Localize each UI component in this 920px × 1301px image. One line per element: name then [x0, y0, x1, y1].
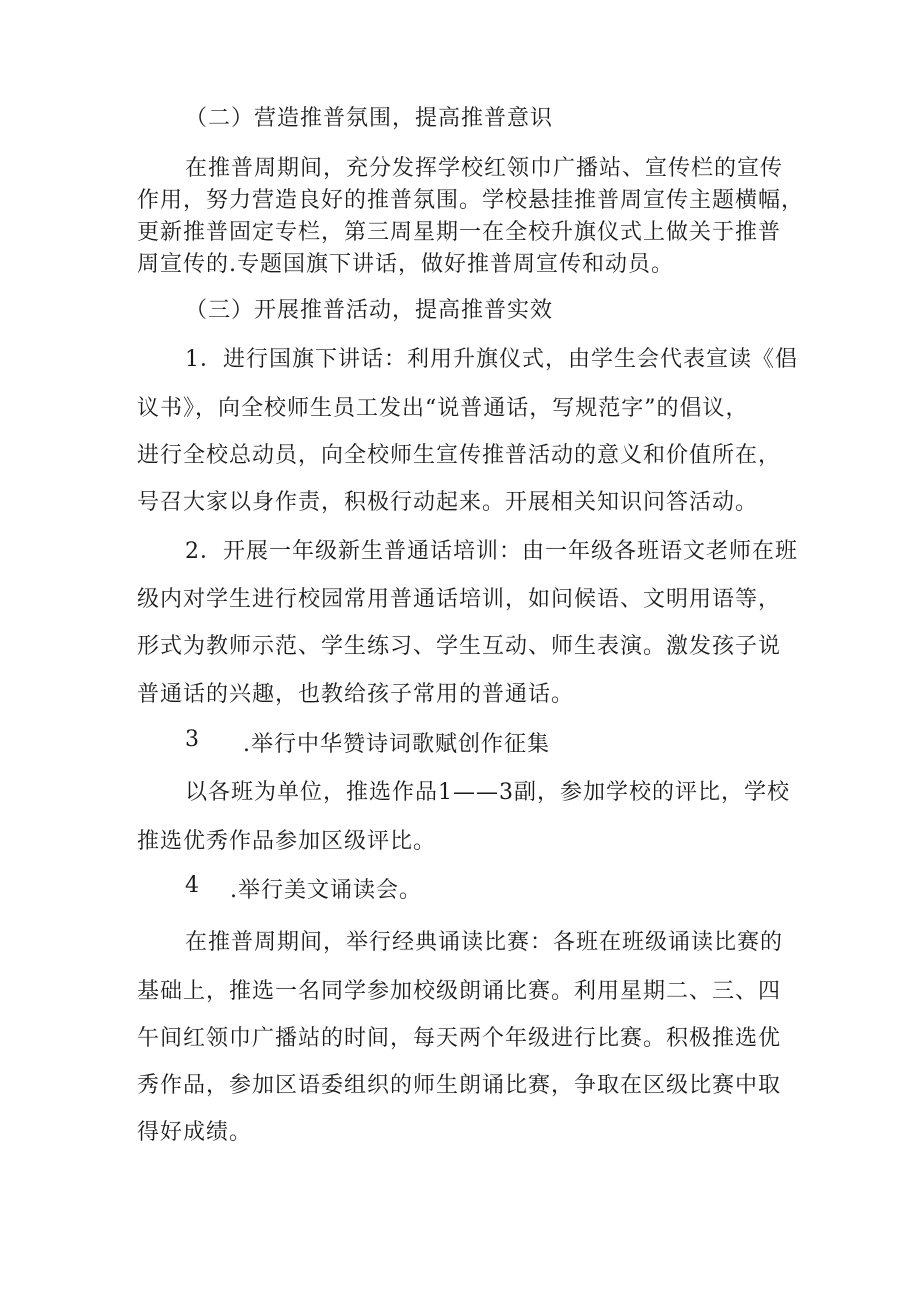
item-4-title: .举行美文诵读会。	[230, 878, 422, 903]
section-2-line-4: 周宣传的.专题国旗下讲话，做好推普周宣传和动员。	[137, 252, 674, 277]
item-2-line-4: 普通话的兴趣，也教给孩子常用的普通话。	[137, 682, 575, 707]
item-1-line-2: 议书》，向全校师生员工发出“说普通话，写规范字”的倡议，	[137, 396, 749, 421]
section-2-line-3: 更新推普固定专栏，第三周星期一在全校升旗仪式上做关于推普	[137, 220, 782, 245]
item-3-title: .举行中华赞诗词歌赋创作征集	[243, 732, 550, 757]
item-4-number: 4	[185, 873, 200, 898]
section-2-line-2: 作用，努力营造良好的推普氛围。学校悬挂推普周宣传主题横幅，	[137, 188, 805, 213]
item-1-line-3: 进行全校总动员，向全校师生宣传推普活动的意义和价值所在，	[137, 443, 782, 468]
item-3-number: 3	[185, 727, 200, 752]
item-1-line-4: 号召大家以身作责，积极行动起来。开展相关知识问答活动。	[137, 490, 759, 515]
item-2-line-1: 2．开展一年级新生普通话培训：由一年级各班语文老师在班	[185, 539, 798, 564]
item-3-line-2: 推选优秀作品参加区级评比。	[137, 829, 437, 854]
item-4-line-5: 得好成绩。	[137, 1120, 253, 1145]
item-4-line-3: 午间红领巾广播站的时间，每天两个年级进行比赛。积极推选优	[137, 1026, 782, 1051]
item-2-line-2: 级内对学生进行校园常用普通话培训，如问候语、文明用语等，	[137, 587, 782, 612]
section-3-heading: （三）开展推普活动，提高推普实效	[185, 298, 554, 323]
item-2-line-3: 形式为教师示范、学生练习、学生互动、师生表演。激发孩子说	[137, 634, 782, 659]
item-4-line-1: 在推普周期间，举行经典诵读比赛：各班在班级诵读比赛的	[185, 930, 784, 955]
item-3-line-1: 以各班为单位，推选作品1——3副，参加学校的评比，学校	[185, 780, 790, 805]
item-4-line-2: 基础上，推选一名同学参加校级朗诵比赛。利用星期二、三、四	[137, 979, 782, 1004]
section-2-heading: （二）营造推普氛围，提高推普意识	[185, 106, 554, 131]
section-2-line-1: 在推普周期间，充分发挥学校红领巾广播站、宣传栏的宣传	[185, 156, 784, 181]
item-1-line-1: 1．进行国旗下讲话：利用升旗仪式，由学生会代表宣读《倡	[185, 347, 798, 372]
item-4-line-4: 秀作品，参加区语委组织的师生朗诵比赛，争取在区级比赛中取	[137, 1073, 782, 1098]
